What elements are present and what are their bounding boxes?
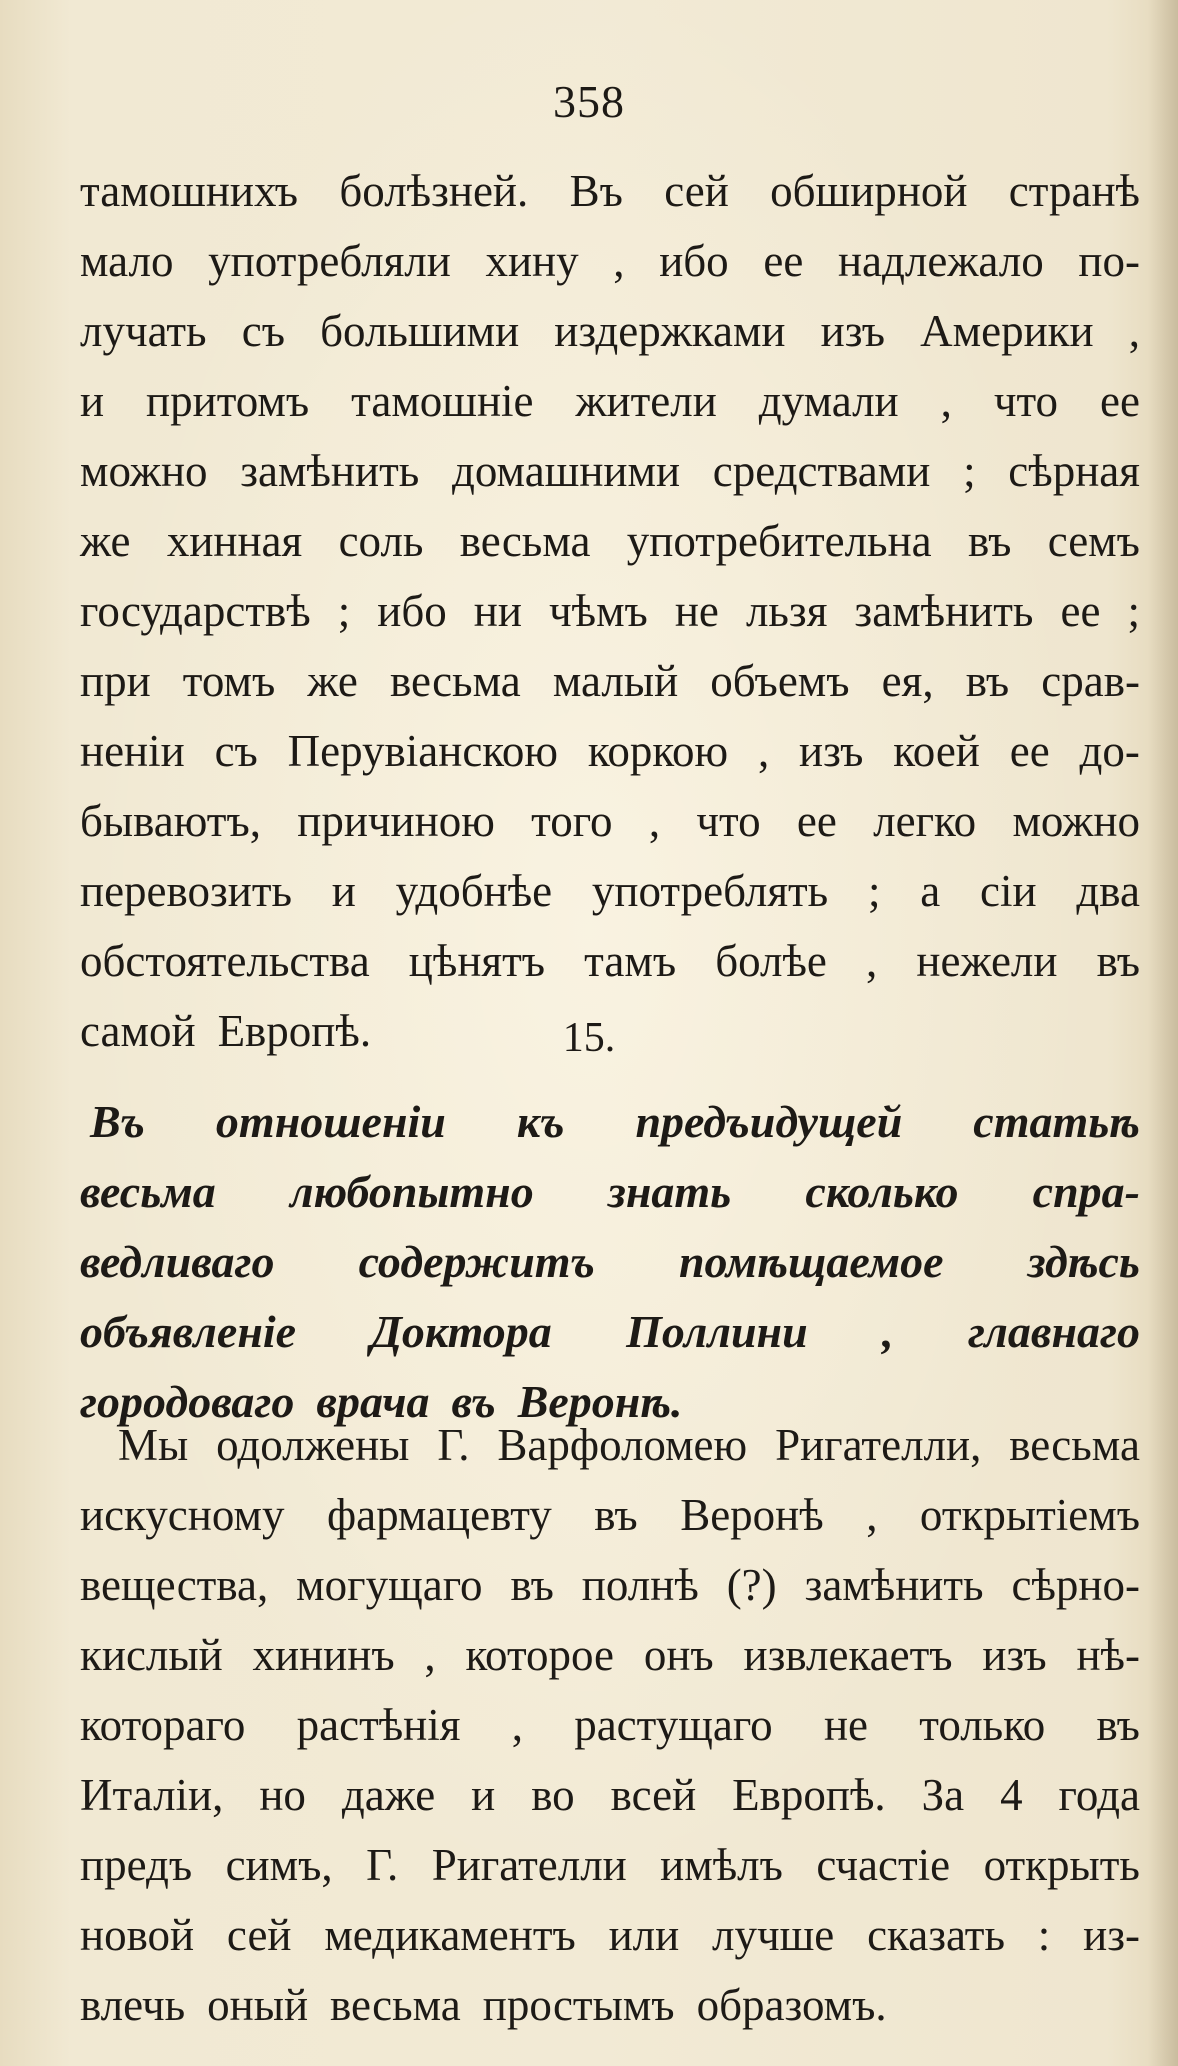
- word: издержками: [554, 306, 786, 356]
- heading-line: [80, 1227, 1140, 1297]
- word: къ: [516, 1096, 565, 1147]
- word: коркою: [587, 726, 729, 776]
- word: ибо: [659, 236, 729, 286]
- word: ,: [613, 236, 625, 286]
- word: Въ: [569, 166, 623, 216]
- word: растущаго: [574, 1700, 773, 1750]
- word: и: [80, 376, 105, 426]
- word: ,: [1128, 306, 1140, 356]
- word: что: [696, 796, 761, 846]
- text-line: [80, 926, 1140, 996]
- word: употреблять: [591, 866, 829, 916]
- word: ;: [963, 446, 976, 496]
- word: перевозить: [80, 866, 293, 916]
- word: болѣе: [715, 936, 827, 986]
- word: при: [80, 656, 151, 706]
- word: сколько: [805, 1166, 959, 1217]
- word: и: [331, 866, 356, 916]
- word: даже: [341, 1770, 436, 1820]
- word: изъ: [982, 1630, 1047, 1680]
- word: новой: [80, 1910, 195, 1960]
- heading-line: [80, 1157, 1140, 1227]
- word: фармацевту: [326, 1490, 552, 1540]
- word: замѣнить: [804, 1560, 984, 1610]
- word: малый: [552, 656, 679, 706]
- word: помѣщаемое: [678, 1236, 944, 1287]
- word: онъ: [643, 1630, 714, 1680]
- word: семъ: [1047, 516, 1140, 566]
- word: симъ,: [225, 1840, 333, 1890]
- text-line: [80, 436, 1140, 506]
- word: можно: [80, 446, 208, 496]
- word: растѣнія: [296, 1700, 461, 1750]
- word: замѣнить: [240, 446, 420, 496]
- word: мало: [80, 236, 174, 286]
- word: употребительна: [626, 516, 932, 566]
- word: ,: [757, 726, 770, 776]
- word: же: [307, 656, 358, 706]
- word: нѣ-: [1076, 1630, 1140, 1680]
- word: хину: [485, 236, 579, 286]
- word: ,: [882, 1306, 894, 1357]
- word: Варфоломею: [497, 1420, 748, 1470]
- word: Поллини: [626, 1306, 808, 1357]
- word: ;: [337, 586, 351, 636]
- text-line: [80, 226, 1140, 296]
- word: ;: [867, 866, 881, 916]
- word: самой: [80, 1006, 196, 1056]
- word: же: [80, 516, 131, 566]
- heading-line: [80, 1087, 1140, 1157]
- word: Въ: [90, 1096, 145, 1147]
- word: средствами: [712, 446, 931, 496]
- word: простымъ: [482, 1980, 675, 2030]
- word: не: [823, 1700, 868, 1750]
- word: но: [259, 1770, 306, 1820]
- word: жители: [575, 376, 717, 426]
- word: во: [531, 1770, 575, 1820]
- word: странѣ: [1008, 166, 1140, 216]
- word: сѣрно-: [1011, 1560, 1140, 1610]
- word: обстоятельства: [80, 936, 370, 986]
- word: весьма: [390, 656, 521, 706]
- word: бываютъ,: [80, 796, 261, 846]
- word: два: [1076, 866, 1140, 916]
- word: льзя: [745, 586, 828, 636]
- word: чѣмъ: [549, 586, 648, 636]
- word: оный: [207, 1980, 309, 2030]
- word: предъидущей: [635, 1096, 903, 1147]
- word: хининъ: [252, 1630, 395, 1680]
- word: ее: [796, 796, 837, 846]
- word: тамошніе: [351, 376, 534, 426]
- word: Доктора: [370, 1306, 552, 1357]
- word: въ: [451, 1376, 496, 1427]
- text-line: [80, 1550, 1140, 1620]
- word: которое: [465, 1630, 615, 1680]
- text-line: [80, 716, 1140, 786]
- word: :: [1037, 1910, 1051, 1960]
- word: Перувіанскою: [287, 726, 558, 776]
- word: надлежало: [837, 236, 1044, 286]
- word: весьма: [330, 1980, 461, 2030]
- word: притомъ: [146, 376, 310, 426]
- word: въ: [965, 656, 1010, 706]
- word: Веронѣ.: [517, 1376, 683, 1427]
- word: нежели: [916, 936, 1058, 986]
- paragraph-2: [80, 1410, 1140, 2040]
- word: весьма: [1009, 1420, 1140, 1470]
- heading-line: [80, 1297, 1140, 1367]
- word: Италіи,: [80, 1770, 224, 1820]
- word: ее: [763, 236, 804, 286]
- word: сей: [664, 166, 729, 216]
- word: что: [993, 376, 1059, 426]
- word: или: [608, 1910, 680, 1960]
- word: За: [921, 1770, 965, 1820]
- word: въ: [1096, 1700, 1140, 1750]
- word: срав-: [1041, 656, 1140, 706]
- paragraph-1: [80, 156, 1140, 1066]
- word: а: [920, 866, 941, 916]
- word: любопытно: [289, 1166, 534, 1217]
- word: одолжены: [216, 1420, 410, 1470]
- word: года: [1058, 1770, 1140, 1820]
- word: въ: [510, 1560, 554, 1610]
- word: имѣлъ: [660, 1840, 783, 1890]
- word: кислый: [80, 1630, 223, 1680]
- word: ее: [1009, 726, 1050, 776]
- word: государствѣ: [80, 586, 311, 636]
- word: образомъ.: [696, 1980, 887, 2030]
- word: статьѣ: [973, 1096, 1140, 1147]
- word: сіи: [980, 866, 1037, 916]
- word: лучать: [80, 306, 207, 356]
- word: ,: [648, 796, 661, 846]
- word: въ: [1096, 936, 1140, 986]
- word: Ригателли: [431, 1840, 627, 1890]
- word: до-: [1079, 726, 1140, 776]
- word: того: [531, 796, 613, 846]
- word: изъ: [820, 306, 885, 356]
- word: сказать: [867, 1910, 1005, 1960]
- text-line: [80, 366, 1140, 436]
- word: сѣрная: [1008, 446, 1140, 496]
- word: содержитъ: [358, 1236, 595, 1287]
- word: и: [471, 1770, 496, 1820]
- word: полнѣ: [581, 1560, 699, 1610]
- word: могущаго: [296, 1560, 483, 1610]
- word: съ: [214, 726, 258, 776]
- word: неніи: [80, 726, 185, 776]
- word: причиною: [297, 796, 495, 846]
- word: весьма: [459, 516, 591, 566]
- word: всей: [610, 1770, 697, 1820]
- word: можно: [1012, 796, 1140, 846]
- text-line: [80, 1480, 1140, 1550]
- word: думали: [758, 376, 899, 426]
- word: отношеніи: [215, 1096, 446, 1147]
- word: только: [919, 1700, 1046, 1750]
- word: коей: [893, 726, 980, 776]
- word: ,: [511, 1700, 523, 1750]
- word: тамошнихъ: [80, 166, 299, 216]
- word: Веронѣ: [680, 1490, 824, 1540]
- word: ее: [1060, 586, 1101, 636]
- text-line: [80, 576, 1140, 646]
- word: ,: [424, 1630, 436, 1680]
- word: Европѣ.: [217, 1006, 372, 1056]
- word: въ: [967, 516, 1012, 566]
- italic-heading: [80, 1087, 1140, 1437]
- word: ведливаго: [80, 1236, 275, 1287]
- text-line: [80, 1690, 1140, 1760]
- word: Г.: [437, 1420, 470, 1470]
- word: котораго: [80, 1700, 246, 1750]
- word: домашними: [451, 446, 681, 496]
- text-line: [80, 1760, 1140, 1830]
- word: ея,: [881, 656, 934, 706]
- word: болѣзней.: [339, 166, 529, 216]
- text-line: [80, 646, 1140, 716]
- word: влечь: [80, 1980, 186, 2030]
- word: ;: [1127, 586, 1140, 636]
- word: въ: [594, 1490, 638, 1540]
- word: весьма: [80, 1166, 216, 1217]
- word: счастіе: [816, 1840, 951, 1890]
- word: здѣсь: [1027, 1236, 1140, 1287]
- word: ибо: [377, 586, 447, 636]
- word: Ригателли,: [775, 1420, 982, 1470]
- word: главнаго: [967, 1306, 1140, 1357]
- word: изъ: [799, 726, 864, 776]
- text-line: [80, 1410, 1140, 1480]
- text-line: [80, 1830, 1140, 1900]
- word: соль: [338, 516, 424, 566]
- word: съ: [241, 306, 285, 356]
- word: хинная: [166, 516, 303, 566]
- word: 4: [1000, 1770, 1023, 1820]
- word: тамъ: [584, 936, 677, 986]
- word: ,: [940, 376, 952, 426]
- word: врача: [316, 1376, 430, 1427]
- word: городоваго: [80, 1376, 295, 1427]
- section-number: 15.: [562, 1015, 616, 1061]
- word: объемъ: [710, 656, 850, 706]
- text-line: [80, 1900, 1140, 1970]
- word: сей: [226, 1910, 292, 1960]
- word: Америки: [920, 306, 1094, 356]
- word: ее: [1099, 376, 1140, 426]
- word: объявленіе: [80, 1306, 297, 1357]
- word: открыть: [983, 1840, 1140, 1890]
- word: спра-: [1032, 1166, 1140, 1217]
- word: из-: [1083, 1910, 1140, 1960]
- word: открытіемъ: [919, 1490, 1140, 1540]
- word: не: [674, 586, 719, 636]
- text-line: [80, 156, 1140, 226]
- word: цѣнятъ: [408, 936, 546, 986]
- word: ни: [473, 586, 522, 636]
- word: Европѣ.: [732, 1770, 886, 1820]
- text-line: [80, 856, 1140, 926]
- word: Г.: [366, 1840, 399, 1890]
- word: легко: [873, 796, 977, 846]
- text-line: [80, 506, 1140, 576]
- word: употребляли: [208, 236, 451, 286]
- word: медикаментъ: [324, 1910, 576, 1960]
- word: искусному: [80, 1490, 285, 1540]
- word: замѣнить: [854, 586, 1034, 636]
- word: извлекаетъ: [743, 1630, 953, 1680]
- word: обширной: [770, 166, 968, 216]
- word: томъ: [182, 656, 276, 706]
- word: ,: [866, 936, 878, 986]
- word: удобнѣе: [395, 866, 553, 916]
- word: ,: [866, 1490, 878, 1540]
- text-line: [80, 296, 1140, 366]
- word: большими: [320, 306, 520, 356]
- page-number: 358: [553, 76, 625, 127]
- word: лучше: [712, 1910, 835, 1960]
- word: (?): [726, 1560, 777, 1610]
- text-line: [80, 1620, 1140, 1690]
- word: по-: [1078, 236, 1140, 286]
- text-line: [80, 1970, 1140, 2040]
- text-line: [80, 786, 1140, 856]
- word: знать: [607, 1166, 732, 1217]
- word: предъ: [80, 1840, 193, 1890]
- word: вещества,: [80, 1560, 269, 1610]
- word: Мы: [118, 1420, 189, 1470]
